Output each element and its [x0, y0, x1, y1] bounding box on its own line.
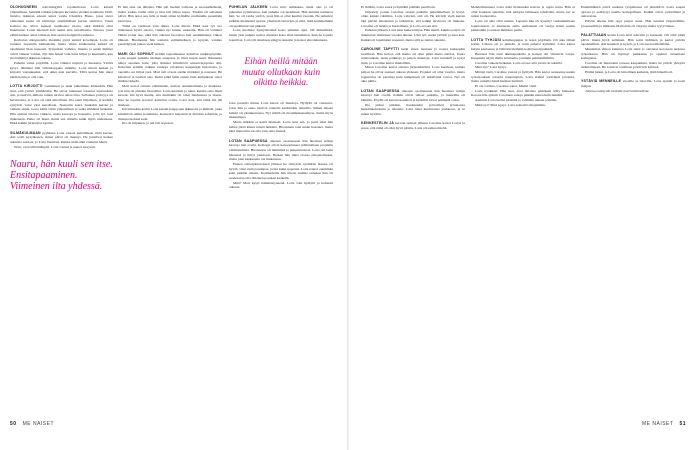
paragraph: sohvalängyllä rojahtelivaan Lotta katseli ympärilleen. Seinällä roikkui jalkojen kuvaama vitsikäs kaunistus 1920-luvulta, ikkunan edessä seisoi vanha Chambre Bleue, jossa oleva valkoinen kuusi oli näyttänyt ensimmäisen kerran sisävalot. Tässä kodissa he olivat asuneet neljätoista vuotta, eikä mikään ollut muuttunut. Lotan mielestä koti tuntui aina turvalliselta. Talossa, jossa elämä kulkee omaa tahtiaan, hän saattoi hengittää rauhassa.	[10, 5, 113, 37]
lead-in: LOTTA TYHJÄSI	[471, 37, 501, 42]
paragraph: Puhelun jälkeen Lotta istui hetken hiljaa. Hän mietti, kuinka paljon oli muuttunut viimeisen vuoden aikana. Uusi työ, uudet ystävät ja uusi koti. Kaikki oli tapahtunut nopeasti, mutta silti se tuntui oikealta.	[361, 28, 465, 42]
left-column-1	[10, 5, 113, 409]
paragraph: Aamulla Lotta heräsi pirteänä ja valmiina uuteen päivään.	[475, 98, 558, 103]
paragraph: vuosille ja tuleville, Lotta ajatteli ja nosti maljan.	[581, 79, 685, 89]
right-column-2	[471, 5, 575, 409]
paragraph: Puhelin värisi pöydällä. Lotta vilkaisi näyttöä ja huokaisi. Ystävä kysyi, lähtisikö hän viikonloppuna mökille. Lotta mietti hetken ja kirjoitti vastaukseksi, että ehkä ensi kerralla. Tällä kertaa hän aikoi jäädä kotiin ja olla vain.	[10, 60, 113, 79]
paragraph: hetki sitten nauraen ja nojasi taaksepäin tuolillaan. Hän kertoi, että matka oli ollut pitkä mutta antoisa. Uusia tuttavuuksia, uusia paikkoja ja paljon muistoja. Lotta kuunteli ja kysyi lisää, ja Caroline kertoi mielellään.	[361, 46, 465, 65]
running-head: ME NAISET	[641, 421, 674, 427]
left-column-3	[229, 5, 333, 409]
paragraph: oikeaan osoitteeseen hän huomasi tuttuja kasvoja heti ovella. Kaikki olivat tulleet paikalle, ja tunnelma oli lämmin. Pöydät oli katettu kauniisti ja kynttilät loivat pehmeää valoa.	[361, 88, 465, 102]
paragraph: Järjestely ponne Caroline saapui paikalle puhelimellaan ja kysyi, oliko kaikki valmiina. Lotta vahvisti, että oli. He kävivät vielä kerran läpi päivän aikataulun ja tarkistivat, että kaikki tarvittava oli mukana. Caroline oli tarkka ja huolellinen, ja Lotta arvosti sitä.	[361, 9, 465, 28]
paragraph: Ei ole varmaa, Caroline sanoi. Mietin vielä.	[475, 84, 537, 89]
paragraph: vastauksen ja laski puhelimen kädestään. Hän tiesi, että ystävä ymmärtäisi. He olivat tunteneet toisensa lapsuudesta asti, ja tiesivät, milloin toinen tarvitsi omaa tilaa. Sellainen ystävyys oli harvinaista, ja Lotta oli siitä kiitollinen. Ilta eteni hiljalleen, ja kadulla syttyivät valot yksi kerrallaan. Naapurin koira haukahti kerran ja vaikeni sitten. Lotta kääri viltin ympärilleen ja sulki silmänsä hetkeksi. Hän ajatteli tulevaa viikkoa, uusia kasvoja ja haasteita, joita työ toisi mukanaan. Pelko oli läsnä, mutta sen rinnalla kulki myös uteliaisuus. Ehkä kaikki järjestyisi lopulta.	[10, 84, 113, 126]
paragraph: Mikä nyt? Mari kysyi. Lotta kohautti olkapäitään.	[475, 102, 546, 107]
paragraph: Muutaman viikon kuluttua Lotta tunsi jo olevansa kotonaan uudessa työpaikassa. Hän oli löytänyt paikkansa ja oppinut tuntemaan kollegansa.	[581, 46, 685, 61]
paragraph: Ei mitään, Lotta sanoi ja hymähti päälään puolittain.	[361, 5, 436, 9]
lead-in: CAROLINE TAPYTTI	[361, 46, 399, 51]
lead-in: MARI OLI SOPINUT	[118, 51, 155, 56]
paragraph: Miten Caroline kertoi omasta järjestelmästä, Lotta huomasi, kuinka paljon he olivat saaneet aikaan yhdessä. Projekti oli ollut vaativa, mutta lopputulos oli parempi kuin kumpikaan oli uskaltanut toivoa. Nyt oli aika juhlia.	[361, 65, 465, 84]
paragraph: heidän tapaamisensa kahvilan nurkkapöytään. Lotta saapui paikalle hieman etuajassa ja tilasi kupin teetä. Ikkunasta näkyi sateinen katu, jolla ihmiset kiirehtivät sateenvarjojensa alla. Kahvilan seinillä roikkui vanhoja valokuvia kaupungin historiasta, ja taustalla soi hiljaa jazz. Mari tuli ovesta sisään märkänä ja nauraen. He halasivat ja istuivat alas. Kului pitkä hetki ennen kuin kumpikaan sanoi mitään tärkeää.	[118, 51, 222, 84]
paragraph: Ei hän aina ole tällaista. Hän piti itseään vahvana ja suoraselkäisenä, mutta joskus rauha riitti ja itku tuli ilman lupaa. Tänään oli sellainen päivä. Hän antoi sen tulla ja meni sitten kylmälle vesihanalle pesemään kasvonsa.	[118, 5, 222, 23]
right-folio	[642, 421, 686, 427]
lead-in: LOTAN SAAPUESSA	[229, 138, 268, 143]
paragraph: Ilta jatkui pitkään. Keskustelut polveilivat työasioista henkilökohtaisiin ja takaisin. Lotta tunsi kuuluvansa joukkoon, ja se tuntui hyvältä.	[361, 102, 465, 116]
left-column-2	[118, 5, 222, 409]
paragraph: Lotta oli aina ollut utelias. Lapsena hän oli kysellyt vanhemmiltaan loputtomasti, ja aikuisena sama uteliaisuus oli vienyt hänet uusiin paikkoihin ja uusien ihmisten pariin.	[471, 18, 575, 33]
page-number: 50	[10, 421, 17, 427]
running-head: ME NAISET	[22, 421, 55, 427]
right-column-1	[361, 5, 465, 409]
left-folio	[10, 421, 54, 427]
lead-in: SILMÄKULMAAN	[10, 130, 41, 135]
lead-in: PALATTUAAN	[581, 32, 607, 37]
lead-in: LOTAN SAAPUESSA	[361, 88, 400, 93]
pull-quote-left: Nauru, hän kuuli sen itse. Ensitapaaminen. Viimeinen ilta yhdessä.	[10, 159, 113, 193]
lead-in: YSTÄVIÄ MENNEILLE	[581, 79, 622, 84]
paragraph: Mitäpä tästä, Caroline vastasi ja hymyili. Hän kertoi saaneensa uuden työtarjouksen toisesta kaupungista. Lotta ilahtui ystävänsä puolesta, mutta samalla häntä hieman harmitti.	[471, 70, 575, 84]
paragraph: Pienen esittelykierroksen jälkeen he siirtyivät syömään. Ruoka oli hyvää, viini vielä parempaa, ja ilta kului nopeasti. Lotta nauroi enemmän kuin pitkään aikaan. Kotimatkalla hän mietti, kuinka onnekas hän oli saadessaan olla tällaisen porukan keskellä.	[229, 161, 333, 180]
pull-quote-right: Eihän heillä mitään muuta ollutkaan kuin olkitta heikkia.	[241, 56, 321, 88]
paragraph: Mutta mikään ei kestä ikuisesti. Lotta tiesi sen, ja juuri siksi hän halusi pitää kiinni näistä hetkistä. Huominen toisi uudet haasteet, mutta tänä iltana hän sai olla vain oma itsensä.	[229, 120, 333, 134]
paragraph: Tämä on varmaan vain alkua, Lotta mietti. Ehkä uusi työ tuo mukanaan hyviä asioita, vaikka nyt tuntuu raskaalta. Hän oli valinnut tämän polun itse, eikä hän aikonut luovuttaa heti ensimmäisen viikon jälkeen. Huomenna hän soittaisi esimiehelleen ja kysyisi, voisiko perehdytystä jatkaa vielä hetken.	[118, 23, 222, 47]
page-number: 51	[679, 421, 686, 427]
paragraph: Ensimmäinen päivä uudessa työpaikassa oli jännittävä. Lotta saapui ajoissa ja esittäytyi uusille kollegoilleen. Kaikki olivat ystävällisiä ja auttavaisia.	[581, 5, 685, 19]
paragraph: kahvikuppinsa ja nousi pöydästä. Oli aika lähteä kotiin. Ulkona oli jo pimeää, ja tuuli puhalsi kylmänä. Lotta kietoi huivin kaulaansa ja lähti kävelemään kohti bussipysäkkiä.	[471, 37, 575, 51]
paragraph: kerroin tarinan jälkeen Caroline katsoi Lottaa ja sanoi, että tämä oli ollut hyvä päätös. Lotta oli samaa mieltä.	[361, 121, 465, 130]
lead-in: LOTTA KIRJOITTI	[10, 84, 43, 89]
paragraph: Lotta kävi suihkussa, meni alas ja oli pukeutua pyjamaansa, kun puhelin soi uudelleen. Hän tunnisti numeron heti. Se oli vanha ystävä, josta hän ei ollut kuullut vuosiin. He puhuivat pitkään menneistä ajoista, yhteisistä tuttavista ja siitä, mitä kummallekin oli tapahtunut sen jälkeen.	[229, 5, 333, 28]
paragraph: Päivän aikana hän oppi paljon uutta. Hän tutustui järjestelmiin, prosesseihin ja ihmisiin. Illalla hän oli väsynyt mutta tyytyväinen.	[581, 18, 685, 28]
paragraph: Mitä? Mari kysyi hämmästyneenä. Lotta vain hymyili ja kohautti olkiaan.	[229, 180, 333, 190]
paragraph: pyyhkien Lotta vastasi puhelimeen vielä kerran. Äiti soitti kysyäkseen, miten päivä oli mennyt. He juttelivat hetken arkisista asioista, ja Lotta huomasi, kuinka äidin ääni rauhoitti häntä.	[10, 130, 113, 144]
paragraph: Caroline vaikeni hetkeksi. Lotta arvasi, että jotain oli tekeillä.	[475, 60, 563, 65]
paragraph: Noin, vaan tällä käänpää, Lotta vastasi ja nauroi kevyesti.	[14, 144, 96, 149]
paragraph: oikeaan osoitteeseen hän huomasi tuttuja kasvoja heti ovella. Kollegat olivat kokoontuneet juhlistamaan projektin valmistumista. Huoneessa oli lämmintä ja puheensorinaa. Lotta otti lasin käteensä ja liittyi joukkoon. Hetken hän tunsi olonsa ulkopuoliseksi, mutta pian keskustelu vei mukanaan.	[229, 138, 333, 162]
paragraph: Elämä jatkui, ja Lotta oli kiitollinen kaikesta, mitä hänellä oli.	[585, 70, 674, 75]
author-note: Jutussa esiintyvät henkilöt ovat kuvitteellisia.	[585, 88, 650, 93]
paragraph: Ilta oli hiljainen, ja uni tuli nopeasti.	[122, 121, 174, 126]
lead-in: KENKESTELIN JA	[361, 121, 394, 126]
lead-in: PUHELUN JÄLKEEN	[229, 5, 268, 9]
paragraph: Mahdollisuutena Lotta näki tilaisuuden kasvaa ja oppia uutta. Hän ei ollut koskaan ajatellut, että päätyisi tällaiseen tehtävään, mutta nyt se tuntui luontevalta.	[471, 5, 575, 19]
paragraph: Mitä nyt? Lotta kysyi.	[475, 65, 507, 70]
paragraph: Lotta nyökkäsi. Hän tiesi, ettei tällaisia päätöksiä tehty hetkessä. Kotona hän ajatteli Carolinen sanoja pitkään ennen kuin nukahti.	[471, 88, 575, 98]
paragraph: Caroline oli muuttanut toiseen kaupunkiin, mutta he pitivät yhteyttä säännöllisesti. He soittivat toisilleen ja kävivät kylässä.	[581, 60, 685, 70]
paragraph: Kävellessään kotiin Lotta katseli kauppojen ikkunoita ja ihmisiä, jotka kiirehtivät omiin koteihinsa. Katuvalot heijastuivat märästä asfaltista, ja ilmassa tuoksui sade.	[118, 107, 222, 121]
lead-in: OLOHUONEEN	[10, 5, 37, 9]
right-column-3	[581, 5, 685, 409]
paragraph: Lotta huomasi hymyilevänsä koko puhelun ajan. Oli ihmeellistä, miten yksi puhelu saattoi muuttaa koko illan tunnelman. Kun he lopulta lopettivat, Lotta jäi istumaan sängyn reunalle ja katsoi ulos ikkunasta.	[229, 28, 333, 42]
paragraph: Mari kertoi omasta elämästään, uusista suunnitelmista ja matkasta, jota hän oli pitkään haaveillut. Lotta kuunteli ja tunsi, kuinka oma mieli keveni. Oli hyvä kuulla, että muillakin oli omat murheensa ja ilonsa. Kun he lopulta erosivat kahvilan ovella, Lotta tiesi, että tämä ilta jää mieleen.	[118, 84, 222, 107]
paragraph: kotiin Lotta istui sohvalle ja huokaisi. Oli ollut pitkä päivä, mutta hyvä sellainen. Hän soitti äidilleen ja kertoi päivän tapahtumista. Äiti kuunteli ja kyseli, ja Lotta kertoi mielellään.	[581, 32, 685, 47]
paragraph: Joka puolella minne Lotta katsoi oli muistoja. Hyllyllä oli valokuva, jossa hän ja sisko istuivat rannalla kesämökin laiturilla. Siihen aikaan kaikki oli yksinkertaista. Nyt elämä oli monimutkaisempaa, mutta myös rikkaampaa.	[229, 101, 333, 120]
paragraph: Bussissa hän istui ikkunapaikalla ja katseli ohi vilistäviä valoja. Kaupunki näytti illalla erilaiselta, jotenkin pehmeämmältä.	[471, 51, 575, 61]
paragraph: Kotitalon ulkopuolella maailma pyöri entistä kovempaa. Lotta oli tottunut nopeisiin käänteisiin, mutta viime kuukausina kaikki oli tapahtunut liian nopeasti. Työpaikan vaihdos, muutto ja uudet ihmiset olivat vieneet voimat. Nyt hän halusi vain istua hiljaa ja kuunnella, kun ilta hämärtyi ikkunan takana.	[10, 37, 113, 61]
page-gutter	[347, 0, 349, 450]
